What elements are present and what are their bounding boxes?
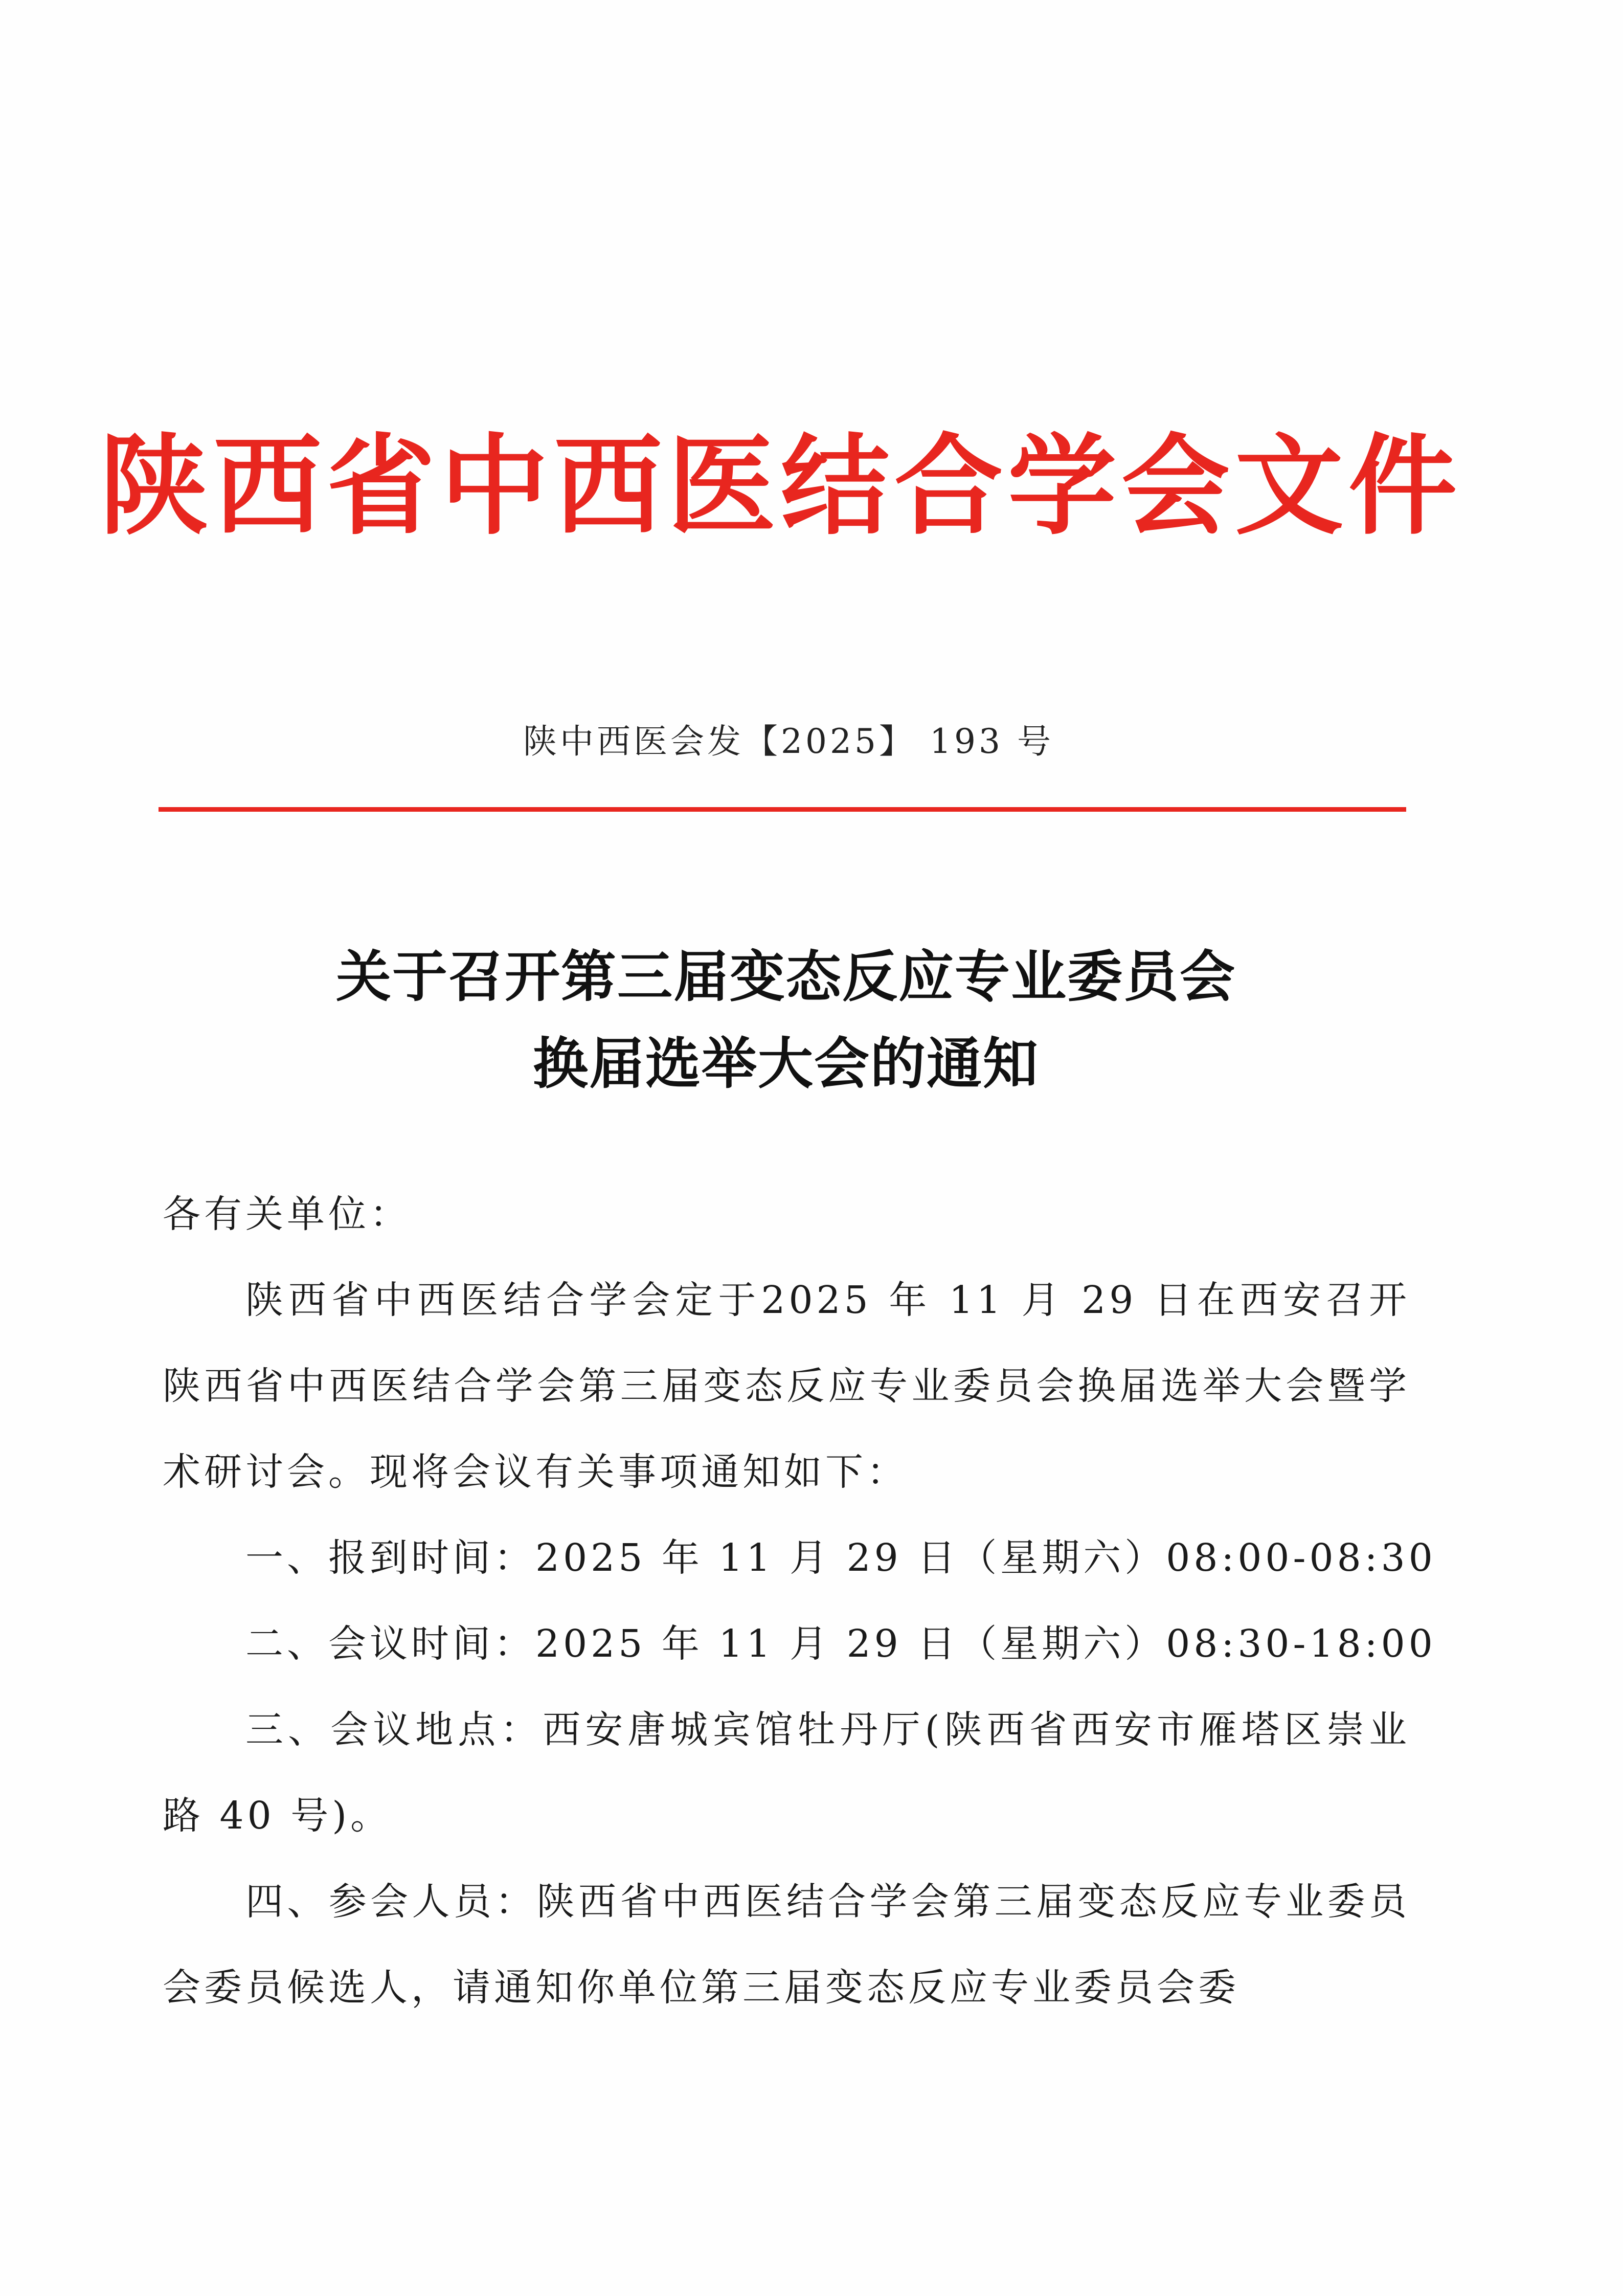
salutation: 各有关单位： [163,1192,411,1236]
notice-body [163,1171,1436,2031]
notice-title [0,933,1623,1107]
intro-paragraph: 陕西省中西医结合学会定于2025 年 11 月 29 日在西安召开陕西省中西医结合学会第三届变态反应专业委员会换届选举大会暨学术研讨会。现将会议有关事项通知如下： [163,1278,1410,1494]
notice-title-line-1: 关于召开第三届变态反应专业委员会 [335,945,1236,1009]
item-registration-time: 一、报到时间：2025 年 11 月 29 日（星期六）08:00-08:30 [245,1536,1436,1580]
org-header-title: 陕西省中西医结合学会文件 [100,422,1462,549]
item-meeting-location: 三、会议地点：西安唐城宾馆牡丹厅(陕西省西安市雁塔区崇业路 40 号)。 [163,1708,1410,1838]
item-meeting-time: 二、会议时间：2025 年 11 月 29 日（星期六）08:30-18:00 [245,1622,1436,1666]
notice-title-line-2: 换届选举大会的通知 [532,1032,1039,1096]
document-number: 陕中西医会发【2025】 193 号 [523,722,1054,761]
item-participants: 四、参会人员：陕西省中西医结合学会第三届变态反应专业委员会委员候选人，请通知你单位第三届变态反应专业委员会委 [163,1880,1410,2010]
red-divider-line [159,807,1406,812]
